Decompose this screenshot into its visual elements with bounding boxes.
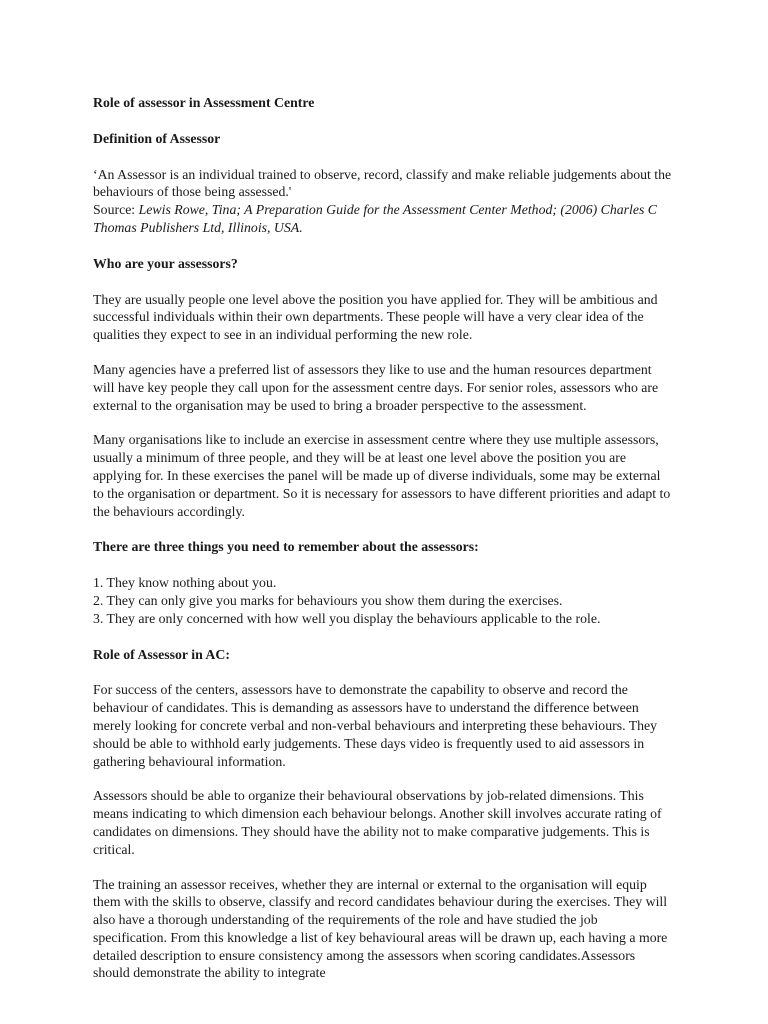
list-item: 2. They can only give you marks for behaviours you show them during the exercises. [93, 592, 563, 608]
document-title: Role of assessor in Assessment Centre [93, 95, 315, 110]
source-line [93, 201, 673, 237]
definition-quote: ‘An Assessor is an individual trained to observe, record, classify and make reliable judgements about the behaviours of those being assessed.' [93, 166, 672, 200]
role-heading: Role of Assessor in AC: [93, 646, 230, 662]
who-heading: Who are your assessors? [93, 255, 238, 271]
role-paragraph-2: Assessors should be able to organize their behavioural observations by job-related dimensions. This means indicating to which dimension each behaviour belongs. Another skill involves accurate rating of candidates on dimensions. They should have the ability not to make comparative judgements. This is critical. [93, 788, 662, 857]
three-things-list [93, 574, 673, 627]
list-item: 3. They are only concerned with how well you display the behaviours applicable to the role. [93, 610, 601, 626]
who-paragraph-3: Many organisations like to include an exercise in assessment centre where they use multiple assessors, usually a minimum of three people, and they will be at least one level above the position you are applying for. In these exercises the panel will be made up of diverse individuals, some may be external to the organisation or department. So it is necessary for assessors to have different priorities and adapt to the behaviours accordingly. [93, 432, 671, 519]
role-paragraph-3: The training an assessor receives, whether they are internal or external to the organisation will equip them with the skills to observe, classify and record candidates behaviour during the exercises. They will also have a thorough understanding of the requirements of the role and have studied the job specification. From this knowledge a list of key behavioural areas will be drawn up, each having a more detailed description to ensure consistency among the assessors when scoring candidates.Assessors should demonstrate the ability to integrate [93, 876, 668, 981]
list-item: 1. They know nothing about you. [93, 575, 277, 591]
source-citation: Lewis Rowe, Tina; A Preparation Guide for the Assessment Center Method; (2006) Charles C Thomas Publishers Ltd, Illinois, USA. [93, 202, 657, 235]
who-paragraph-2: Many agencies have a preferred list of assessors they like to use and the human resources department will have key people they call upon for the assessment centre days. For senior roles, assessors who are external to the organisation may be used to bring a broader perspective to the assessment. [93, 361, 659, 413]
role-paragraph-1: For success of the centers, assessors have to demonstrate the capability to observe and record the behaviour of candidates. This is demanding as assessors have to understand the difference between merely looking for concrete verbal and non-verbal behaviours and interpreting these behaviours. They should be able to withhold early judgements. These days video is frequently used to aid assessors in gathering behavioural information. [93, 682, 658, 769]
who-paragraph-1: They are usually people one level above the position you have applied for. They will be ambitious and successful individuals within their own departments. These people will have a very clear idea of the qualities they expect to see in an individual performing the new role. [93, 291, 658, 343]
source-label: Source: [93, 202, 139, 218]
three-things-heading: There are three things you need to remember about the assessors: [93, 539, 479, 555]
definition-heading: Definition of Assessor [93, 130, 221, 146]
document-page [93, 94, 673, 982]
definition-block [93, 166, 673, 237]
